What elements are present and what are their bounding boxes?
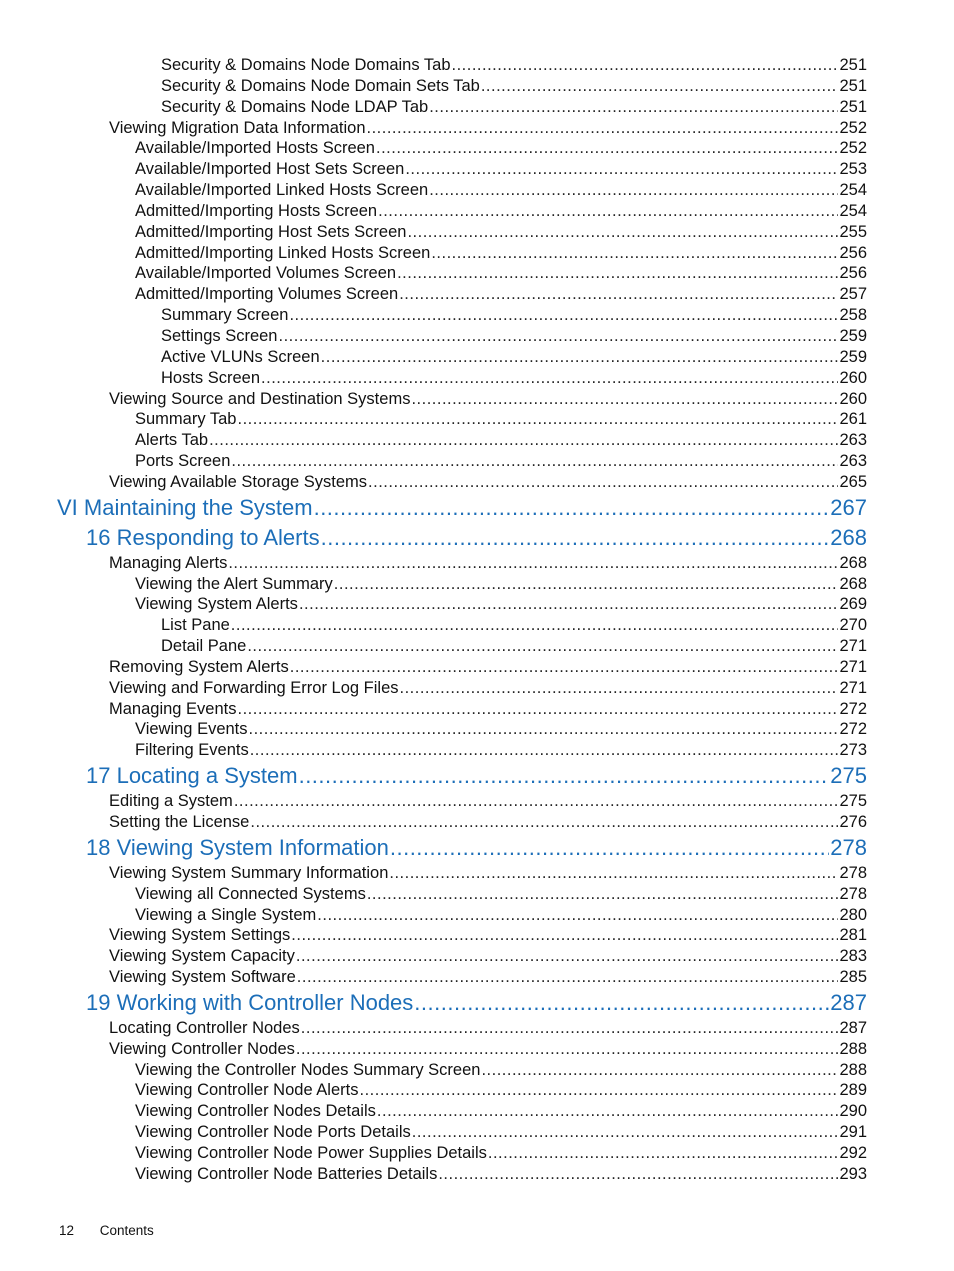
toc-entry[interactable] [135,740,867,761]
toc-entry[interactable] [135,884,867,905]
toc-entry-title: Viewing System Software [109,968,296,987]
dot-leader [376,138,838,159]
dot-leader [289,305,838,326]
toc-entry[interactable] [109,389,867,410]
toc-entry-page: 280 [839,905,867,924]
toc-entry-page: 271 [839,678,867,697]
toc-entry-page: 287 [839,1018,867,1037]
toc-entry[interactable] [135,263,867,284]
toc-entry-page: 258 [839,306,867,325]
dot-leader [452,55,839,76]
toc-entry-title: Viewing a Single System [135,905,317,924]
toc-entry-page: 273 [839,741,867,760]
toc-entry-page: 259 [839,347,867,366]
dot-leader [231,451,838,472]
toc-entry-page: 270 [839,616,867,635]
toc-entry[interactable] [109,967,867,988]
dot-leader [301,1018,839,1039]
dot-leader [481,76,839,97]
dot-leader [261,368,838,389]
toc-entry[interactable] [135,1080,867,1101]
toc-chapter-entry[interactable] [86,761,867,791]
toc-chapter-entry[interactable] [86,988,867,1018]
toc-entry-title: Viewing the Controller Nodes Summary Screen [135,1060,481,1079]
toc-entry-title: Editing a System [109,792,233,811]
toc-entry-title: Hosts Screen [161,368,261,387]
toc-entry-title: 18 Viewing System Information [86,834,389,860]
page-footer [59,1223,154,1238]
dot-leader [481,1060,838,1081]
toc-entry-title: Available/Imported Host Sets Screen [135,160,405,179]
footer-label: Contents [99,1223,154,1238]
toc-entry-page: 265 [839,472,867,491]
toc-chapter-entry[interactable] [86,523,867,553]
toc-entry-page: 290 [839,1102,867,1121]
toc-entry-page: 254 [839,201,867,220]
toc-entry-page: 289 [839,1081,867,1100]
dot-leader [234,791,839,812]
toc-entry-page: 271 [839,657,867,676]
toc-entry-title: Viewing Available Storage Systems [109,472,368,491]
toc-part-entry[interactable] [57,493,867,523]
toc-entry-title: Locating Controller Nodes [109,1018,300,1037]
toc-entry-page: 260 [839,368,867,387]
toc-entry[interactable] [161,326,867,347]
toc-entry-page: 288 [839,1060,867,1079]
toc-entry-title: 19 Working with Controller Nodes [86,989,414,1015]
toc-entry-title: 17 Locating a System [86,763,298,789]
dot-leader [368,472,838,493]
dot-leader [231,615,839,636]
toc-entry[interactable] [135,574,867,595]
toc-entry[interactable] [109,946,867,967]
dot-leader [278,326,838,347]
toc-entry-page: 268 [830,524,867,550]
toc-entry[interactable] [109,863,867,884]
toc-entry[interactable] [109,657,867,678]
dot-leader [299,761,830,791]
toc-entry-title: Setting the License [109,813,250,831]
toc-entry-page: 288 [839,1039,867,1058]
toc-entry-page: 275 [830,763,867,789]
toc-entry[interactable] [135,594,867,615]
dot-leader [377,1101,839,1122]
toc-entry-page: 259 [839,326,867,345]
toc-entry-title: Viewing all Connected Systems [135,884,366,903]
toc-entry-page: 256 [839,243,867,262]
dot-leader [314,493,830,523]
toc-entry[interactable] [135,1143,867,1164]
dot-leader [321,347,839,368]
dot-leader [390,833,829,863]
toc-entry[interactable] [109,925,867,946]
toc-entry-title: 16 Responding to Alerts [86,524,320,550]
toc-entry-title: Viewing Controller Nodes Details [135,1102,376,1121]
toc-entry-page: 278 [839,884,867,903]
toc-entry-title: Viewing Controller Nodes [109,1039,295,1058]
toc-entry-title: Viewing Controller Node Ports Details [135,1123,411,1142]
toc-entry-page: 276 [839,813,867,831]
dot-leader [296,946,839,967]
toc-entry-page: 275 [839,792,867,811]
toc-entry-title: Viewing Events [135,720,248,739]
toc-entry[interactable] [135,1101,867,1122]
dot-leader [412,1122,839,1143]
toc-entry[interactable] [135,1122,867,1143]
toc-entry-title: Managing Events [109,699,237,718]
toc-entry-page: 285 [839,968,867,987]
toc-entry[interactable] [161,76,867,97]
page-number: 12 [59,1223,75,1238]
dot-leader [429,97,838,118]
dot-leader [411,389,838,410]
toc-entry-title: Settings Screen [161,326,278,345]
dot-leader [367,118,839,139]
toc-entry[interactable] [161,97,867,118]
dot-leader [249,719,839,740]
dot-leader [407,222,838,243]
toc-entry[interactable] [109,553,867,574]
toc-entry-title: Security & Domains Node Domains Tab [161,56,451,74]
toc-entry[interactable] [161,347,867,368]
toc-entry[interactable] [161,368,867,389]
toc-entry[interactable] [109,472,867,493]
toc-entry-title: Viewing Migration Data Information [109,118,366,137]
toc-entry[interactable] [109,1039,867,1060]
toc-entry[interactable] [135,284,867,305]
dot-leader [405,159,838,180]
toc-entry-title: Detail Pane [161,637,247,656]
toc-entry-title: Viewing Controller Node Batteries Details [135,1164,438,1183]
toc-entry[interactable] [135,222,867,243]
dot-leader [209,430,838,451]
toc-entry[interactable] [135,1164,867,1185]
toc-entry-title: Viewing and Forwarding Error Log Files [109,678,399,697]
toc-entry[interactable] [109,1018,867,1039]
toc-entry-page: 291 [839,1123,867,1142]
toc-entry-title: Viewing System Settings [109,926,291,945]
toc-entry-title: Removing System Alerts [109,657,289,676]
toc-entry-title: Viewing Controller Node Power Supplies Details [135,1143,487,1162]
toc-entry-title: Viewing Source and Destination Systems [109,389,411,408]
toc-entry[interactable] [135,719,867,740]
toc-entry-title: Security & Domains Node Domain Sets Tab [161,76,480,95]
toc-entry-title: Security & Domains Node LDAP Tab [161,97,429,116]
toc-entry[interactable] [161,55,867,76]
toc-entry[interactable] [109,118,867,139]
dot-leader [378,201,838,222]
toc-entry-page: 251 [839,56,867,74]
toc-entry-page: 287 [830,989,867,1015]
toc-entry-title: Summary Tab [135,410,237,429]
toc-entry-page: 254 [839,181,867,200]
toc-entry-page: 292 [839,1143,867,1162]
toc-entry[interactable] [109,678,867,699]
dot-leader [414,988,829,1018]
dot-leader [296,1039,839,1060]
toc-entry-title: Viewing System Capacity [109,947,295,966]
toc-entry[interactable] [135,159,867,180]
dot-leader [429,180,838,201]
toc-entry-page: 268 [839,553,867,572]
dot-leader [291,925,838,946]
toc-entry-title: Admitted/Importing Volumes Screen [135,285,399,304]
toc-entry-page: 252 [839,118,867,137]
toc-entry-title: Filtering Events [135,741,249,760]
toc-entry[interactable] [161,305,867,326]
toc-entry[interactable] [135,905,867,926]
toc-entry[interactable] [135,138,867,159]
dot-leader [228,553,838,574]
toc-entry-page: 272 [839,720,867,739]
toc-entry-title: Active VLUNs Screen [161,347,320,366]
dot-leader [237,409,838,430]
toc-entry-page: 269 [839,595,867,614]
toc-entry-page: 255 [839,222,867,241]
toc-entry-page: 278 [830,834,867,860]
toc-entry-page: 293 [839,1164,867,1183]
toc-entry[interactable] [109,812,867,833]
toc-entry-title: List Pane [161,616,230,635]
toc-entry-title: VI Maintaining the System [57,494,313,520]
toc-entry-title: Viewing System Alerts [135,595,298,614]
toc-entry-page: 251 [839,76,867,95]
toc-entry-page: 268 [839,574,867,593]
toc-entry-page: 272 [839,699,867,718]
toc-entry[interactable] [161,636,867,657]
toc-entry-title: Available/Imported Linked Hosts Screen [135,181,429,200]
toc-entry[interactable] [135,409,867,430]
toc-entry-title: Managing Alerts [109,553,228,572]
toc-entry[interactable] [135,451,867,472]
toc-entry-page: 253 [839,160,867,179]
toc-entry-page: 257 [839,285,867,304]
dot-leader [397,263,838,284]
dot-leader [431,243,838,264]
dot-leader [389,863,838,884]
dot-leader [400,678,839,699]
toc-entry-title: Available/Imported Hosts Screen [135,139,375,158]
dot-leader [290,657,839,678]
toc-entry-page: 252 [839,139,867,158]
dot-leader [250,812,838,833]
toc-entry[interactable] [135,201,867,222]
dot-leader [247,636,838,657]
dot-leader [250,740,839,761]
toc-entry-title: Viewing the Alert Summary [135,574,333,593]
toc-entry[interactable] [161,615,867,636]
toc-entry[interactable] [135,1060,867,1081]
dot-leader [488,1143,839,1164]
dot-leader [367,884,839,905]
toc-chapter-entry[interactable] [86,833,867,863]
toc-entry-title: Ports Screen [135,452,231,471]
toc-entry-page: 256 [839,264,867,283]
dot-leader [438,1164,838,1185]
toc-entry-page: 281 [839,926,867,945]
toc-entry-page: 267 [830,494,867,520]
toc-entry[interactable] [135,430,867,451]
toc-entry-page: 278 [839,863,867,882]
table-of-contents [0,55,954,1185]
dot-leader [317,905,838,926]
toc-entry[interactable] [135,243,867,264]
dot-leader [238,699,839,720]
toc-entry-page: 251 [839,97,867,116]
toc-entry[interactable] [135,180,867,201]
toc-entry-title: Alerts Tab [135,431,209,450]
toc-entry-page: 271 [839,637,867,656]
toc-entry-page: 283 [839,947,867,966]
toc-entry-page: 261 [839,410,867,429]
toc-entry[interactable] [109,791,867,812]
dot-leader [321,523,830,553]
dot-leader [399,284,838,305]
toc-entry-title: Viewing Controller Node Alerts [135,1081,359,1100]
dot-leader [334,574,839,595]
toc-entry-page: 263 [839,431,867,450]
toc-entry-title: Available/Imported Volumes Screen [135,264,397,283]
dot-leader [359,1080,838,1101]
toc-entry-title: Admitted/Importing Host Sets Screen [135,222,407,241]
toc-entry-title: Admitted/Importing Linked Hosts Screen [135,243,431,262]
toc-entry[interactable] [109,699,867,720]
toc-entry-title: Viewing System Summary Information [109,863,389,882]
toc-entry-title: Admitted/Importing Hosts Screen [135,201,378,220]
dot-leader [299,594,839,615]
toc-entry-page: 263 [839,452,867,471]
toc-entry-page: 260 [839,389,867,408]
dot-leader [297,967,839,988]
toc-entry-title: Summary Screen [161,306,289,325]
